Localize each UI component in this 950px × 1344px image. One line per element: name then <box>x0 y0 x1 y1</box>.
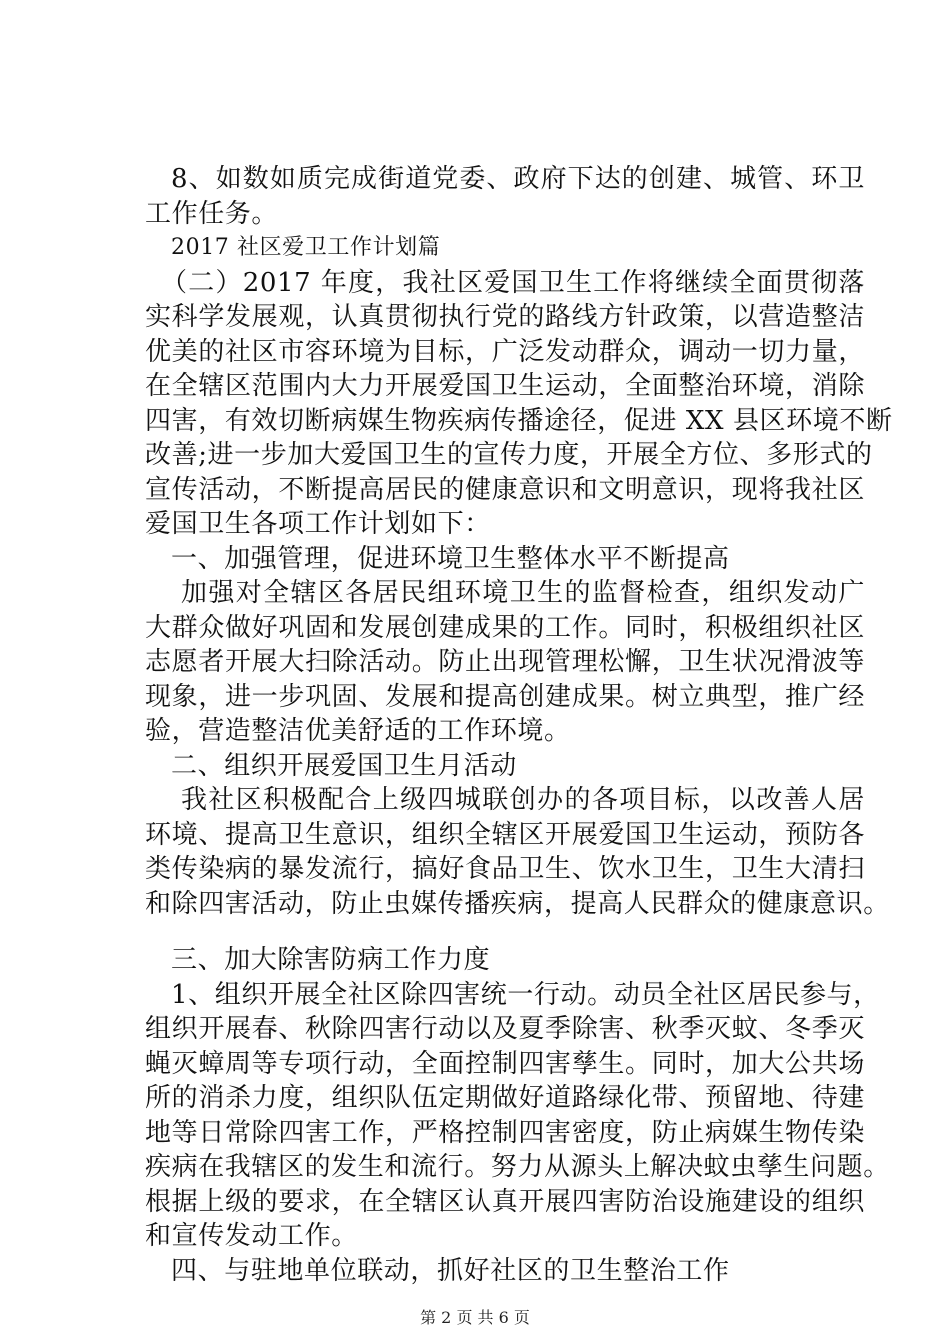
paragraph-line: 疾病在我辖区的发生和流行。努力从源头上解决蚊虫孳生问题。 <box>145 1152 890 1182</box>
paragraph-line: 优美的社区市容环境为目标，广泛发动群众，调动一切力量， <box>145 336 865 367</box>
paragraph-line: 环境、提高卫生意识，组织全辖区开展爱国卫生运动，预防各 <box>145 819 865 850</box>
paragraph-line: 根据上级的要求，在全辖区认真开展四害防治设施建设的组织 <box>145 1186 865 1217</box>
paragraph-line: 1、组织开展全社区除四害统一行动。动员全社区居民参与， <box>171 979 880 1010</box>
paragraph-line: 和除四害活动，防止虫媒传播疾病，提高人民群众的健康意识。 <box>145 888 890 919</box>
paragraph-line: 我社区积极配合上级四城联创办的各项目标，以改善人居 <box>181 785 865 815</box>
paragraph-line: 类传染病的暴发流行，搞好食品卫生、饮水卫生，卫生大清扫 <box>145 854 865 884</box>
paragraph-line: 验，营造整洁优美舒适的工作环境。 <box>145 716 571 746</box>
section-heading: 一、加强管理，促进环境卫生整体水平不断提高 <box>171 543 730 574</box>
paragraph-line: 组织开展春、秋除四害行动以及夏季除害、秋季灭蚊、冬季灭 <box>145 1014 865 1044</box>
paragraph-line: 和宣传发动工作。 <box>145 1221 358 1251</box>
section-heading: 二、组织开展爱国卫生月活动 <box>171 750 517 781</box>
paragraph-line: 所的消杀力度，组织队伍定期做好道路绿化带、预留地、待建 <box>145 1083 865 1113</box>
paragraph-line: 大群众做好巩固和发展创建成果的工作。同时，积极组织社区 <box>145 612 865 643</box>
paragraph-line: 在全辖区范围内大力开展爱国卫生运动，全面整治环境，消除 <box>145 371 865 401</box>
paragraph-line: 四害，有效切断病媒生物疾病传播途径，促进 XX 县区环境不断 <box>145 405 893 436</box>
paragraph-line: 加强对全辖区各居民组环境卫生的监督检查，组织发动广 <box>181 578 865 608</box>
blank-line <box>145 921 865 943</box>
paragraph-line: 实科学发展观，认真贯彻执行党的路线方针政策，以营造整洁 <box>145 302 865 332</box>
paragraph-line: 8、如数如质完成街道党委、政府下达的创建、城管、环卫 <box>171 164 865 194</box>
section-heading: 三、加大除害防病工作力度 <box>171 945 491 975</box>
section-heading: 2017 社区爱卫工作计划篇 <box>171 235 441 260</box>
paragraph-line: 现象，进一步巩固、发展和提高创建成果。树立典型，推广经 <box>145 681 865 712</box>
page-number-footer: 第 2 页 共 6 页 <box>420 1308 530 1327</box>
paragraph-line: 宣传活动，不断提高居民的健康意识和文明意识，现将我社区 <box>145 474 865 505</box>
paragraph-line: 地等日常除四害工作，严格控制四害密度，防止病媒生物传染 <box>145 1117 865 1148</box>
document-body <box>145 162 893 1288</box>
paragraph-line: 蝇灭蟑周等专项行动，全面控制四害孳生。同时，加大公共场 <box>145 1048 865 1079</box>
section-heading: 四、与驻地单位联动，抓好社区的卫生整治工作 <box>171 1255 730 1286</box>
paragraph-line: 工作任务。 <box>145 198 279 229</box>
paragraph-line: 志愿者开展大扫除活动。防止出现管理松懈，卫生状况滑波等 <box>145 647 865 677</box>
paragraph-line: （二）2017 年度，我社区爱国卫生工作将继续全面贯彻落 <box>161 267 865 298</box>
paragraph-line: 爱国卫生各项工作计划如下： <box>145 509 491 539</box>
paragraph-line: 改善;进一步加大爱国卫生的宣传力度，开展全方位、多形式的 <box>145 440 873 470</box>
